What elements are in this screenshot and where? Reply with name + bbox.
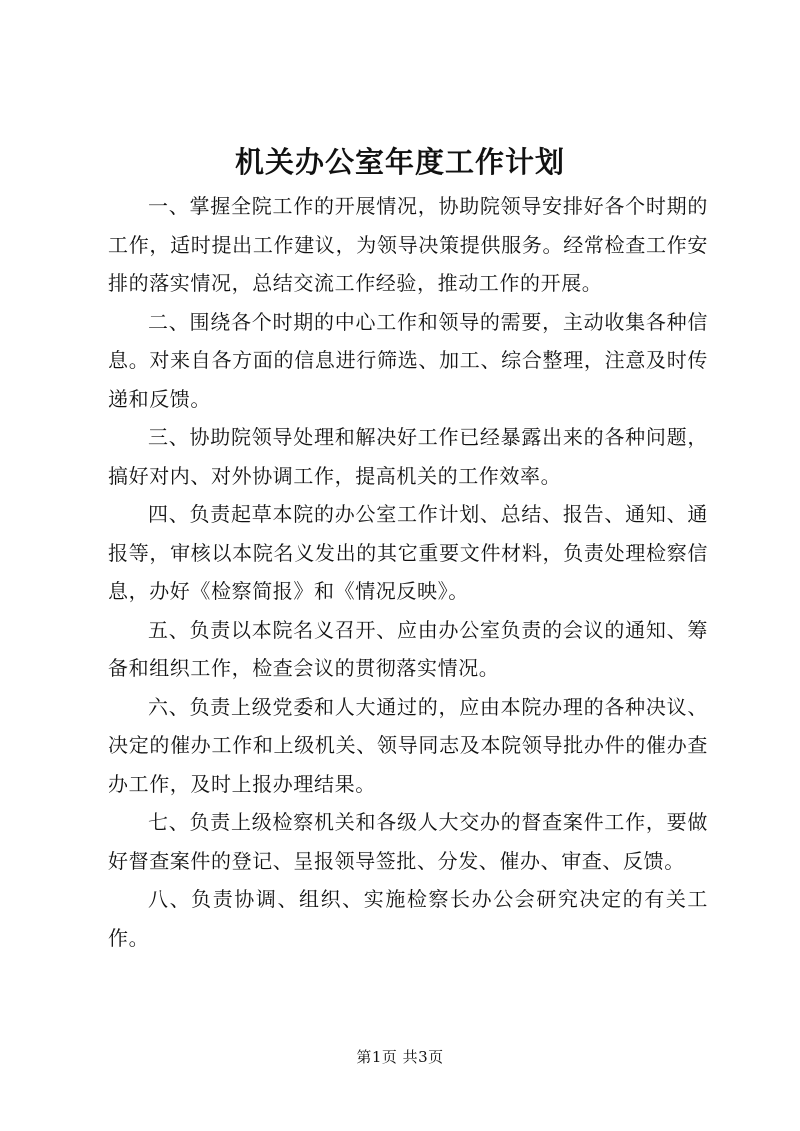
document-title: 机关办公室年度工作计划: [234, 145, 565, 179]
paragraph-1: 一、掌握全院工作的开展情况，协助院领导安排好各个时期的工作，适时提出工作建议，为领导决策提供服务。经常检查工作安排的落实情况，总结交流工作经验，推动工作的开展。: [108, 194, 708, 295]
document-body: [108, 187, 708, 957]
paragraph-2: 二、围绕各个时期的中心工作和领导的需要，主动收集各种信息。对来自各方面的信息进行筛选、加工、综合整理，注意及时传递和反馈。: [108, 309, 708, 411]
paragraph-8: 八、负责协调、组织、实施检察长办公会研究决定的有关工作。: [108, 887, 708, 950]
page-number-footer: 第1页 共3页: [356, 1048, 444, 1066]
paragraph-3: 三、协助院领导处理和解决好工作已经暴露出来的各种问题，搞好对内、对外协调工作，提高机关的工作效率。: [108, 425, 708, 488]
paragraph-7: 七、负责上级检察机关和各级人大交办的督查案件工作，要做好督查案件的登记、呈报领导签批、分发、催办、审查、反馈。: [108, 810, 708, 873]
paragraph-4: 四、负责起草本院的办公室工作计划、总结、报告、通知、通报等，审核以本院名义发出的其它重要文件材料，负责处理检察信息，办好《检察简报》和《情况反映》。: [108, 502, 708, 603]
paragraph-6: 六、负责上级党委和人大通过的，应由本院办理的各种决议、决定的催办工作和上级机关、领导同志及本院领导批办件的催办查办工作，及时上报办理结果。: [108, 694, 708, 796]
paragraph-5: 五、负责以本院名义召开、应由办公室负责的会议的通知、筹备和组织工作，检查会议的贯彻落实情况。: [108, 617, 708, 680]
